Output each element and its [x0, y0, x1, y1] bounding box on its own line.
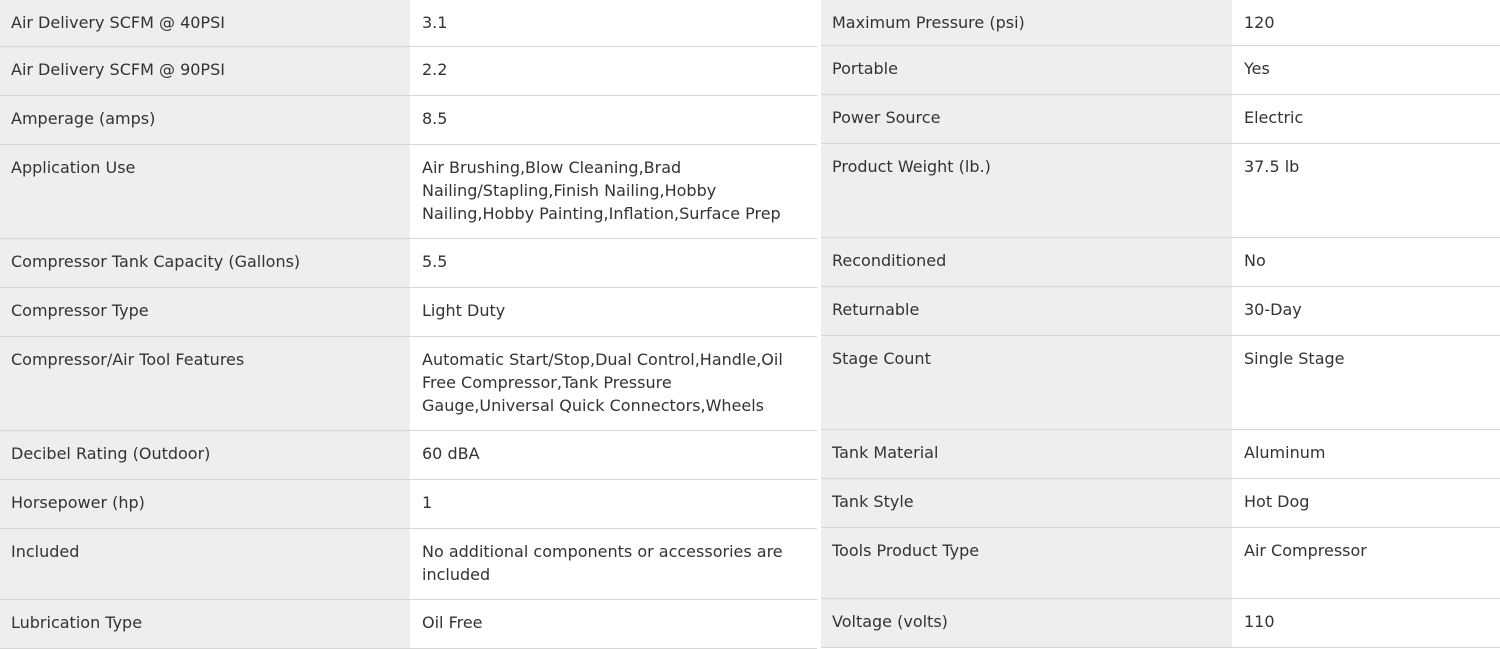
spec-row: [0, 431, 817, 480]
spec-label: Application Use: [0, 145, 410, 238]
spec-row: [0, 0, 817, 47]
spec-row: [0, 480, 817, 529]
spec-value: Light Duty: [410, 288, 817, 336]
spec-row: [821, 287, 1500, 336]
spec-row: [821, 46, 1500, 95]
spec-value: 1: [410, 480, 817, 528]
spec-row: [821, 528, 1500, 599]
spec-row: [0, 96, 817, 145]
spec-label: Compressor Tank Capacity (Gallons): [0, 239, 410, 287]
spec-value: Air Brushing,Blow Cleaning,Brad Nailing/Stapling,Finish Nailing,Hobby Nailing,Hobby Painting,Inflation,Surface Prep: [410, 145, 817, 238]
spec-label: Voltage (volts): [821, 599, 1232, 647]
spec-label: Air Delivery SCFM @ 40PSI: [0, 0, 410, 46]
spec-label: Power Source: [821, 95, 1232, 143]
spec-row: [821, 479, 1500, 528]
spec-row: [0, 47, 817, 96]
spec-label: Stage Count: [821, 336, 1232, 429]
spec-label: Reconditioned: [821, 238, 1232, 286]
spec-value: Air Compressor: [1232, 528, 1500, 598]
spec-value: 5.5: [410, 239, 817, 287]
spec-value: 120: [1232, 0, 1500, 45]
spec-value: 3.1: [410, 0, 817, 46]
spec-row: [0, 239, 817, 288]
spec-value: Automatic Start/Stop,Dual Control,Handle,Oil Free Compressor,Tank Pressure Gauge,Universal Quick Connectors,Wheels: [410, 337, 817, 430]
spec-row: [821, 430, 1500, 479]
spec-value: Hot Dog: [1232, 479, 1500, 527]
spec-value: 30-Day: [1232, 287, 1500, 335]
spec-value: 110: [1232, 599, 1500, 647]
spec-value: 8.5: [410, 96, 817, 144]
spec-row: [821, 238, 1500, 287]
spec-value: Aluminum: [1232, 430, 1500, 478]
spec-label: Returnable: [821, 287, 1232, 335]
spec-value: 37.5 lb: [1232, 144, 1500, 237]
spec-label: Product Weight (lb.): [821, 144, 1232, 237]
spec-value: 2.2: [410, 47, 817, 95]
spec-label: Tools Product Type: [821, 528, 1232, 598]
spec-row: [821, 144, 1500, 238]
spec-value: No additional components or accessories are included: [410, 529, 817, 599]
spec-label: Tank Material: [821, 430, 1232, 478]
spec-label: Tank Style: [821, 479, 1232, 527]
spec-row: [0, 600, 817, 649]
spec-value: 60 dBA: [410, 431, 817, 479]
spec-row: [821, 0, 1500, 46]
spec-row: [0, 145, 817, 239]
spec-label: Compressor Type: [0, 288, 410, 336]
spec-value: No: [1232, 238, 1500, 286]
spec-label: Lubrication Type: [0, 600, 410, 648]
spec-row: [0, 337, 817, 431]
spec-row: [0, 288, 817, 337]
spec-value: Oil Free: [410, 600, 817, 648]
spec-value: Single Stage: [1232, 336, 1500, 429]
spec-value: Yes: [1232, 46, 1500, 94]
spec-row: [0, 529, 817, 600]
specifications-column-right: [821, 0, 1500, 649]
spec-label: Included: [0, 529, 410, 599]
spec-label: Air Delivery SCFM @ 90PSI: [0, 47, 410, 95]
spec-label: Decibel Rating (Outdoor): [0, 431, 410, 479]
spec-row: [821, 336, 1500, 430]
spec-row: [821, 599, 1500, 648]
spec-label: Maximum Pressure (psi): [821, 0, 1232, 45]
spec-label: Amperage (amps): [0, 96, 410, 144]
spec-value: Electric: [1232, 95, 1500, 143]
spec-label: Portable: [821, 46, 1232, 94]
spec-row: [821, 95, 1500, 144]
spec-label: Horsepower (hp): [0, 480, 410, 528]
spec-label: Compressor/Air Tool Features: [0, 337, 410, 430]
